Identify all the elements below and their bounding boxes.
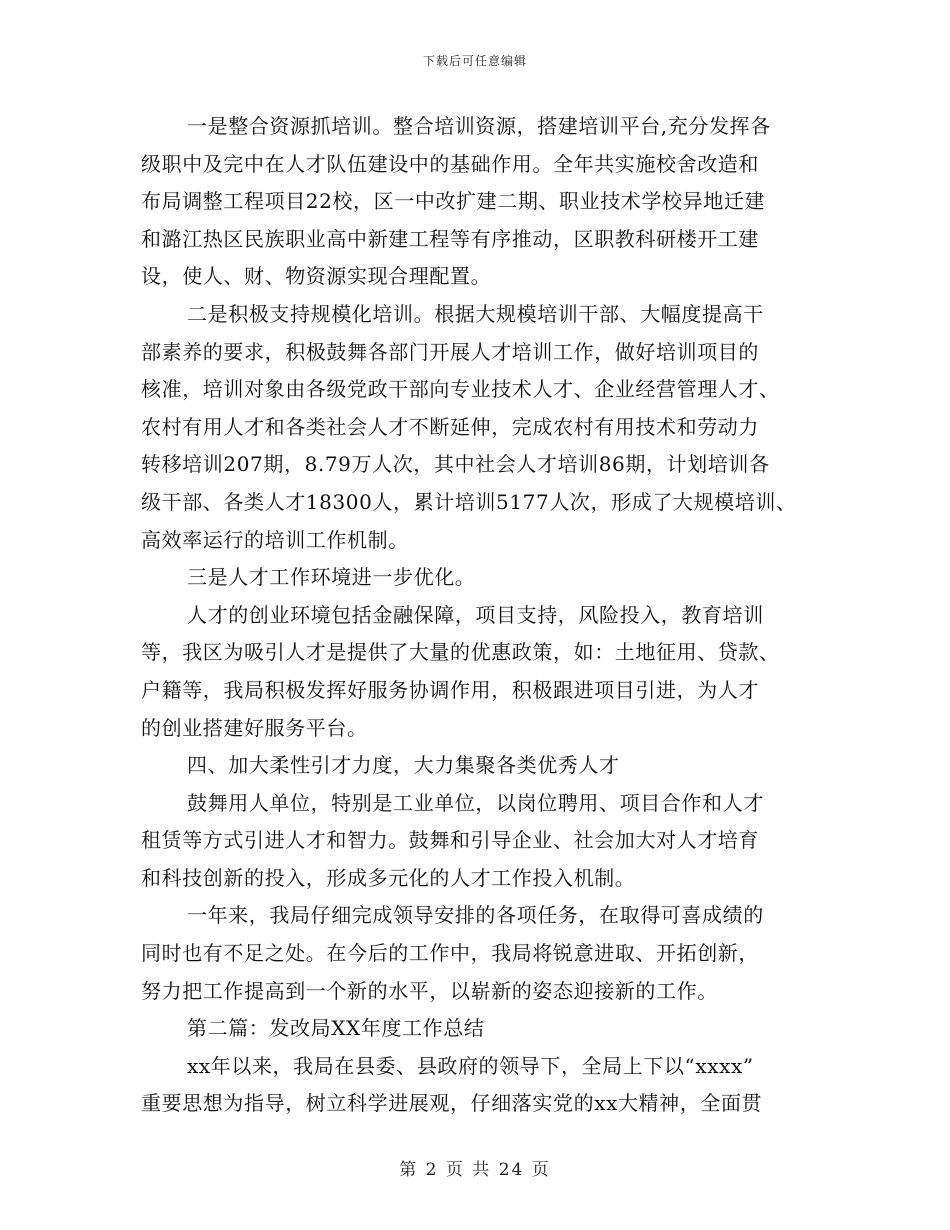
text-line: xx年以来，我局在县委、县政府的领导下，全局上下以“xxxx”: [187, 1053, 754, 1078]
text-line: 人才的创业环境包括金融保障，项目支持，风险投入，教育培训: [187, 602, 764, 627]
text-line: 转移培训207期，8.79万人次，其中社会人才培训86期，计划培训各: [141, 452, 770, 477]
text-line: 二是积极支持规模化培训。根据大规模培训干部、大幅度提高干: [187, 301, 764, 326]
text-line: 农村有用人才和各类社会人才不断延伸，完成农村有用技术和劳动力: [141, 414, 759, 439]
text-line: 级干部、各类人才18300人，累计培训5177人次，形成了大规模培训、: [141, 489, 797, 514]
page-header: 下载后可任意编辑: [422, 54, 527, 68]
text-line: 第二篇：发改局XX年度工作总结: [187, 1016, 485, 1041]
text-line: 一年来，我局仔细完成领导安排的各项任务，在取得可喜成绩的: [187, 903, 764, 928]
text-line: 设，使人、财、物资源实现合理配置。: [141, 264, 492, 289]
text-line: 努力把工作提高到一个新的水平，以崭新的姿态迎接新的工作。: [141, 978, 718, 1003]
text-line: 三是人才工作环境进一步优化。: [187, 565, 476, 590]
text-line: 部素养的要求，积极鼓舞各部门开展人才培训工作，做好培训项目的: [141, 339, 759, 364]
text-line: 的创业搭建好服务平台。: [141, 715, 368, 740]
text-line: 级职中及完中在人才队伍建设中的基础作用。全年共实施校舍改造和: [141, 151, 759, 176]
text-line: 核准，培训对象由各级党政干部向专业技术人才、企业经营管理人才、: [141, 377, 780, 402]
text-line: 鼓舞用人单位，特别是工业单位，以岗位聘用、项目合作和人才: [187, 790, 764, 815]
text-line: 租赁等方式引进人才和智力。鼓舞和引导企业、社会加大对人才培育: [141, 828, 759, 853]
text-line: 户籍等，我局积极发挥好服务协调作用，积极跟进项目引进，为人才: [141, 677, 759, 702]
text-line: 布局调整工程项目22校，区一中改扩建二期、职业技术学校异地迁建: [141, 189, 766, 214]
text-line: 高效率运行的培训工作机制。: [141, 527, 409, 552]
text-line: 同时也有不足之处。在今后的工作中，我局将锐意进取、开拓创新，: [141, 941, 759, 966]
document-body: [141, 108, 811, 1123]
text-line: 等，我区为吸引人才是提供了大量的优惠政策，如：土地征用、贷款、: [141, 640, 780, 665]
text-line: 和潞江热区民族职业高中新建工程等有序推动，区职教科研楼开工建: [141, 226, 759, 251]
page-footer: 第 2 页 共 24 页: [399, 1160, 551, 1180]
text-line: 四、加大柔性引才力度，大力集聚各类优秀人才: [187, 753, 620, 778]
text-line: 和科技创新的投入，形成多元化的人才工作投入机制。: [141, 865, 636, 890]
text-line: 一是整合资源抓培训。整合培训资源，搭建培训平台,充分发挥各: [187, 114, 771, 138]
text-line: 重要思想为指导，树立科学进展观，仔细落实党的xx大精神，全面贯: [141, 1091, 763, 1116]
